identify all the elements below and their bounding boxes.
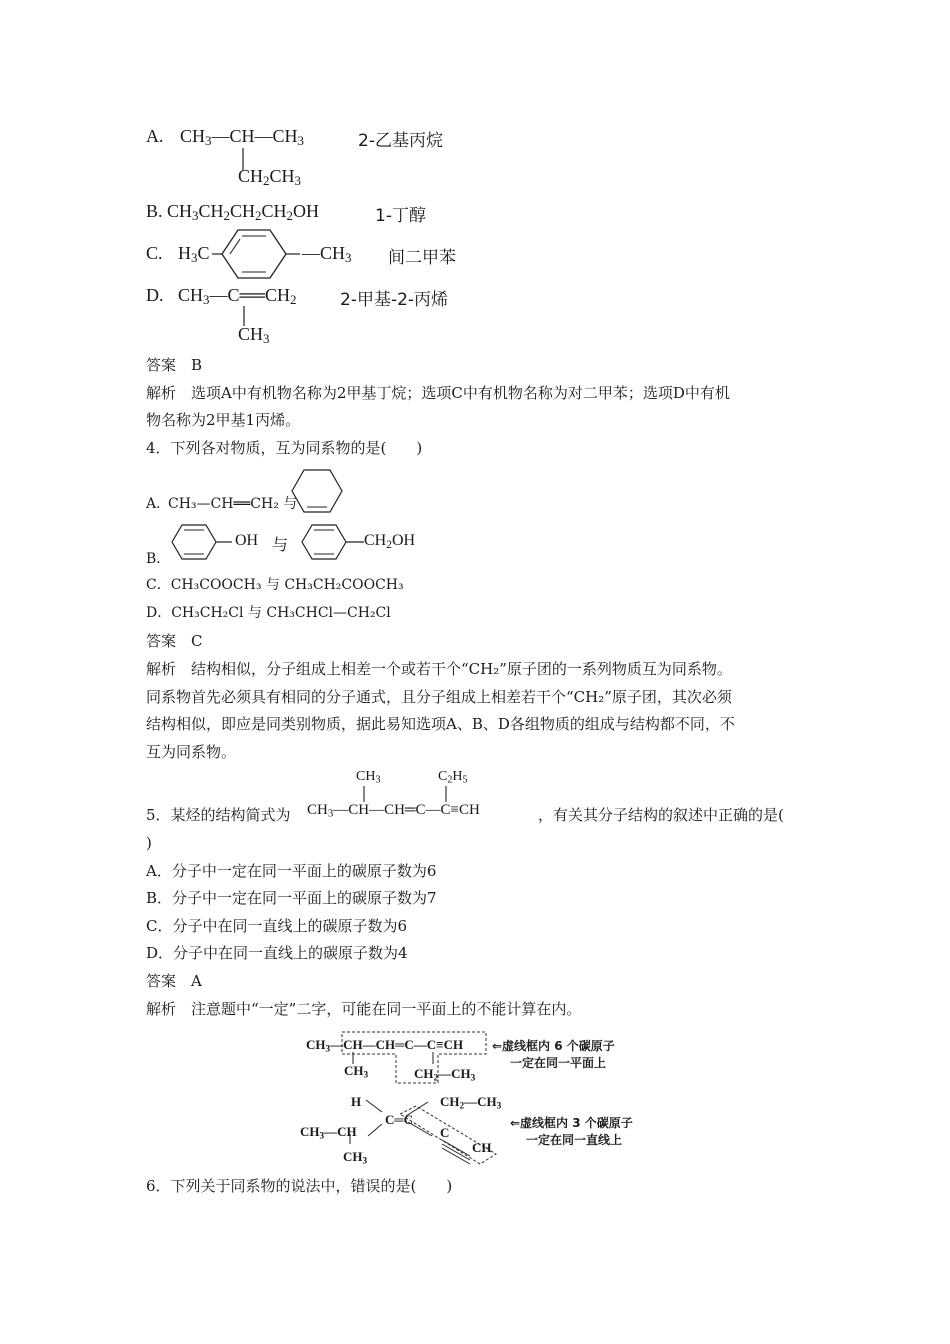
connector-text: 与	[272, 535, 289, 554]
atom-c: C	[440, 1125, 450, 1140]
formula-oh: OH	[235, 532, 259, 549]
compound-name: 1-丁醇	[375, 206, 426, 226]
compound-name: 2-甲基-2-丙烯	[340, 290, 449, 310]
formula-main: $CH_3CH_2CH_2CH_2OH$	[167, 201, 319, 224]
compound-name: 间二甲苯	[388, 248, 456, 268]
q4-option-d: D．CH₃CH₂Cl 与 CH₃CHCl—CH₂Cl	[146, 605, 391, 621]
answer-line: 答案 B	[146, 356, 203, 374]
q5-option-c: C．分子中在同一直线上的碳原子数为6	[146, 917, 408, 935]
option-letter: D.	[146, 285, 164, 305]
formula-branch: $CH_3—CH$	[300, 1124, 357, 1142]
analysis-line: 结构相似，即应是同类别物质，据此易知选项A、B、D各组物质的组成与结构都不同，不	[146, 715, 735, 733]
stem-suffix: ，有关其分子结构的叙述中正确的是(	[538, 806, 784, 824]
formula-left: $H_3C$	[178, 243, 210, 266]
option-letter: C.	[146, 243, 163, 263]
annotation-text: 一定在同一直线上	[526, 1133, 623, 1147]
formula-main: $CH_3—CH—CH═C—C\equiv CH$	[307, 802, 480, 820]
question-stem: 6．下列关于同系物的说法中，错误的是( )	[146, 1177, 453, 1195]
q5-option-d: D．分子中在同一直线上的碳原子数为4	[146, 944, 408, 962]
analysis-line: 物名称为2甲基1丙烯。	[146, 411, 301, 429]
formula-branch: $CH_3$	[343, 1149, 368, 1167]
atom-ch: CH	[472, 1140, 492, 1155]
formula-branch: $CH_2—CH_3$	[440, 1094, 502, 1112]
formula-main: $CH_3—CH—CH_3$	[180, 126, 304, 149]
answer-line: 答案 A	[146, 972, 202, 990]
formula-main: $CH_3—C══CH_2$	[178, 285, 297, 308]
annotation-text: 一定在同一平面上	[510, 1056, 607, 1070]
formula-branch: $CH_2—CH_3$	[414, 1066, 476, 1084]
formula-branch: $CH_3$	[238, 324, 270, 347]
atom-c-double: C═C	[385, 1112, 413, 1127]
atom-h: H	[351, 1094, 362, 1109]
cyclohexene-ring-icon	[290, 467, 344, 517]
compound-name: 2-乙基丙烷	[358, 131, 443, 151]
formula-branch: $CH_2CH_3$	[238, 166, 301, 189]
formula-right: $—CH_3$	[302, 243, 352, 266]
question-stem: 4．下列各对物质，互为同系物的是( )	[146, 439, 423, 457]
option-letter: B.	[146, 201, 163, 221]
formula-branch: $CH_3$	[356, 769, 381, 786]
option-letter: A.	[146, 126, 164, 146]
q5-option-b: B．分子中一定在同一平面上的碳原子数为7	[146, 889, 437, 907]
analysis-line: 解析 结构相似，分子组成上相差一个或若干个“CH₂”原子团的一系列物质互为同系物。	[146, 660, 732, 678]
formula-branch: $C_2H_5$	[438, 769, 468, 786]
formula-ch2oh: $CH_2OH$	[364, 532, 416, 551]
benzene-ring-icon	[300, 523, 370, 563]
analysis-line: 互为同系物。	[146, 743, 237, 761]
option-prefix: B．	[146, 551, 171, 567]
annotation-text: ⇐虚线框内 6 个碳原子	[492, 1039, 615, 1053]
stem-prefix: 5．某烃的结构简式为	[146, 806, 291, 824]
annotation-text: ⇐虚线框内 3 个碳原子	[510, 1116, 633, 1130]
option-prefix: A．	[146, 496, 171, 512]
formula-branch: $CH_3$	[344, 1063, 369, 1081]
analysis-line: 同系物首先必须具有相同的分子通式，且分子组成上相差若干个“CH₂”原子团，其次必须	[146, 688, 732, 706]
analysis-line: 解析 选项A中有机物名称为2甲基丁烷；选项C中有机物名称为对二甲苯；选项D中有机	[146, 384, 730, 402]
q4-option-c: C．CH₃COOCH₃ 与 CH₃CH₂COOCH₃	[146, 577, 404, 593]
q5-option-a: A．分子中一定在同一平面上的碳原子数为6	[146, 862, 437, 880]
option-text: CH₃—CH══CH₂ 与	[168, 496, 298, 512]
analysis-line: 解析 注意题中“一定”二字，可能在同一平面上的不能计算在内。	[146, 1000, 582, 1018]
benzene-ring-icon	[170, 523, 240, 563]
answer-line: 答案 C	[146, 632, 203, 650]
stem-end: )	[146, 834, 152, 852]
formula-main: $CH_3—CH—CH═C—C\equiv CH$	[306, 1037, 464, 1055]
